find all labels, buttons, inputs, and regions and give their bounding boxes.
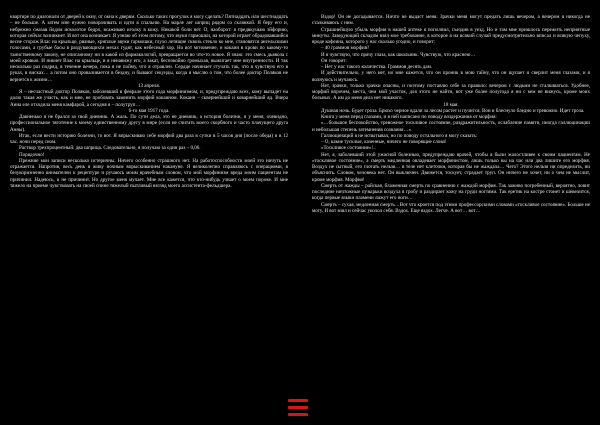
date-heading: 18 мая. bbox=[443, 101, 459, 108]
paragraph: Прежние мои записи несколько истеричны. Ничего особенно страшного нет. На работоспособности моей это ничуть не отражается. Напротив, весь день я живу ночным впрыскиванием накануне. Я великолепно справляюсь с операциями, я безукоризненно внимателен к рецептуре и ручаюсь моим врачебным словом, что мой морфинизм вреда моим пациентам не причинил. Надеюсь, и не причинит. Но другое меня мучает. Мне все кажется, что кто-нибудь узнает о моем пороке. И мне тяжело на приеме чувствовать на своей спине тяжелый пытливый взгляд моего ассистента-фельдшера. bbox=[10, 157, 288, 189]
paragraph: Галлюцинаций я не испытывал, но по поводу остального я могу сказать: bbox=[321, 132, 478, 139]
date-heading: 6-го мая 1917 года. bbox=[128, 107, 170, 114]
paragraph: Вздор! Он не догадывается. Ничто не выдаст меня. Зрачки меня могут предать лишь вечером, а вечером я никогда не сталкиваюсь с ним. bbox=[312, 14, 590, 27]
paragraph: – 40 граммов морфия? bbox=[321, 45, 370, 52]
paragraph: Давненько я не брался за свой дневник. А жаль. По сути дела, это не дневник, а история болезни, и у меня, очевидно, профессиональное тяготение к моему единственному другу в мире (если не считать моего скорбного и часто плачущего друга Анны). bbox=[10, 114, 288, 133]
paragraph: Нет, я, заболевший этой ужасной болезнью, предупреждаю врачей, чтобы я были жалостливее к своим пациентам. Не «тоскливое состояние», а смерть медленная овладевает морфинистом, лишь только вы на час или два лишите его морфия. Воздух не сытный, его глотать нельзя… в теле нет клеточки, которая бы не жаждала… Чего? Этого нельзя ни определить, ни объяснить. Словом, человека нет. Он выключен. Движется, тоскует, страдает труп. Он ничего не хочет, ни о чем не мыслит, кроме морфия. Морфия! bbox=[312, 151, 590, 183]
paragraph: Смерть – сухая, медленная смерть…Вот что кроется под этими профессорскими словами «тоскливое состояние». Больше не могу. И вот взял и сейчас уколол себя. Вздох. Еще вздох. Легче. А вот… вот… bbox=[312, 201, 590, 214]
paragraph: квартире по диагонали от дверей к окну, от окна к дверям. Сколько таких прогулок я могу сделать? Пятнадцать или шестнадцать – не больше. А затем мне нужно поворачивать и идти в спальню. На марле лег шприц рядом со склянкой. Я беру его и, небрежно смазав йодом исколотое бедро, всаживаю иголку в кожу. Никакой боли нет. О, наоборот: я предвкушаю эйфорию, которая сейчас возникнет. И вот она возникает. Я узнаю об этом потому, что звуки гармошки, на которой играет обрадовавшийся весне сторож Влас на крыльце, рваные, хриплые звуки гармошки, глухо летящие сквозь стекло ко мне, становятся ангельскими голосами, а грубые басы в раздувающихся мехах гудят, как небесный хор. Но вот мгновение, и кокаин в крови по какому-то таинственному закону, не описанному ни в какой из фармакологий, превращается во что-то новое. Я знаю: это смесь дьявола с моей кровью. И никнет Влас на крыльце, и я ненавижу его, а закат, беспокойно громыхая, выжигает мне внутренности. И так несколько раз подряд, в течение вечера, пока я не пойму, что я отравлен. Сердце начинает стучать так, что я чувствую его в руках, в висках… а потом оно проваливается в бездну, и бывают секунды, когда я мыслю о том, что более доктор Поляков не вернется к жизни… bbox=[10, 14, 288, 83]
paragraph: «…большое беспокойство, тревожное тоскливое состояние, раздражительность, ослабление памяти, иногда галлюцинации и небольшая степень затемнения сознания…» bbox=[312, 120, 590, 133]
paragraph: И я чувствую, что прячу глаза, как школьник. Чувствую, что краснею… bbox=[321, 51, 476, 58]
paragraph: «Тоскливое состояние»!.. bbox=[321, 145, 376, 152]
publisher-logo bbox=[288, 399, 308, 416]
logo-bar-bottom bbox=[288, 413, 308, 416]
paragraph: Он говорит: bbox=[321, 57, 347, 64]
date-heading: 13 апреля. bbox=[137, 82, 161, 89]
right-page bbox=[312, 14, 590, 414]
paragraph: И действительно, у него нет, но мне кажется, что он проник в мою тайну, что он щупает и сверлит меня глазами, и я волнуюсь и мучаюсь. bbox=[312, 70, 590, 83]
paragraph: Книга у меня перед глазами, и в ней написано по поводу воздержания от морфия: bbox=[321, 114, 497, 120]
logo-bar-middle bbox=[288, 406, 308, 409]
paragraph: Порядочно! bbox=[19, 151, 45, 158]
paragraph: Итак, если вести историю болезни, то вот. Я впрыскиваю себе морфий два раза в сутки в 5 часов дня (после обеда) и в 12 час. ночи перед сном. bbox=[10, 132, 288, 145]
paragraph: Нет, зрачки, только зрачки опасны, и поэтому поставлю себе за правило: вечером с людьми не сталкиваться. Удобнее, морфий впрочем, места, чем мой участок, для этого не найти, вот уже более полугода я ни с кем не вижусь, кроме моих больных. А им до меня дела нет никакого. bbox=[312, 82, 590, 102]
paragraph: – О, какие тусклые, казенные, ничего не говорящие слова! bbox=[321, 139, 447, 145]
paragraph: Страшнейшую убыль морфия в нашей аптеке я пополнил, съездив в уезд. Но и там мне пришлось пережить неприятные минуты. Заведующий складом взял мое требование, в которое я на всякий случай предусмотрительно вписал и всякую чепуху, вроде кофеина, которого у нас сколько угодно, и говорит: bbox=[312, 26, 590, 45]
paragraph: Я – несчастный доктор Поляков, заболевший в феврале этого года морфинизмом, и, предупреждаю всех, кому выпадет на долю такая же участь, как и мне, не пробовать заменить морфий кокаином. Кокаин – сквернейший и коварнейший яд. Вчера Анна еле отходила меня камфарой, а сегодня я – полутруп… bbox=[10, 89, 288, 108]
logo-bar-top bbox=[288, 399, 308, 402]
paragraph: – Нет у нас такого количества. Граммов десять дам. bbox=[321, 64, 433, 70]
paragraph: Душная ночь. Будет гроза. Брюхо черное вдали за лесом растет и пучится. Вон и блеснуло бледно и тревожно. Идет гроза. bbox=[321, 107, 585, 114]
paragraph: Раствор трехпроцентный: два шприца. Следовательно, я получаю за один раз – 0,06. bbox=[19, 145, 201, 152]
left-page bbox=[10, 14, 288, 414]
paragraph: Смерть от жажды – райская, блаженная смерть по сравнению с жаждой морфия. Так заживо погребенный, вероятно, ловит последние ничтожные пузырьки воздуха в гробу и раздирает кожу на груди ногтями. Так еретик на костре стонет и шевелится, когда первые языки пламени лижут его ноги… bbox=[312, 182, 590, 202]
